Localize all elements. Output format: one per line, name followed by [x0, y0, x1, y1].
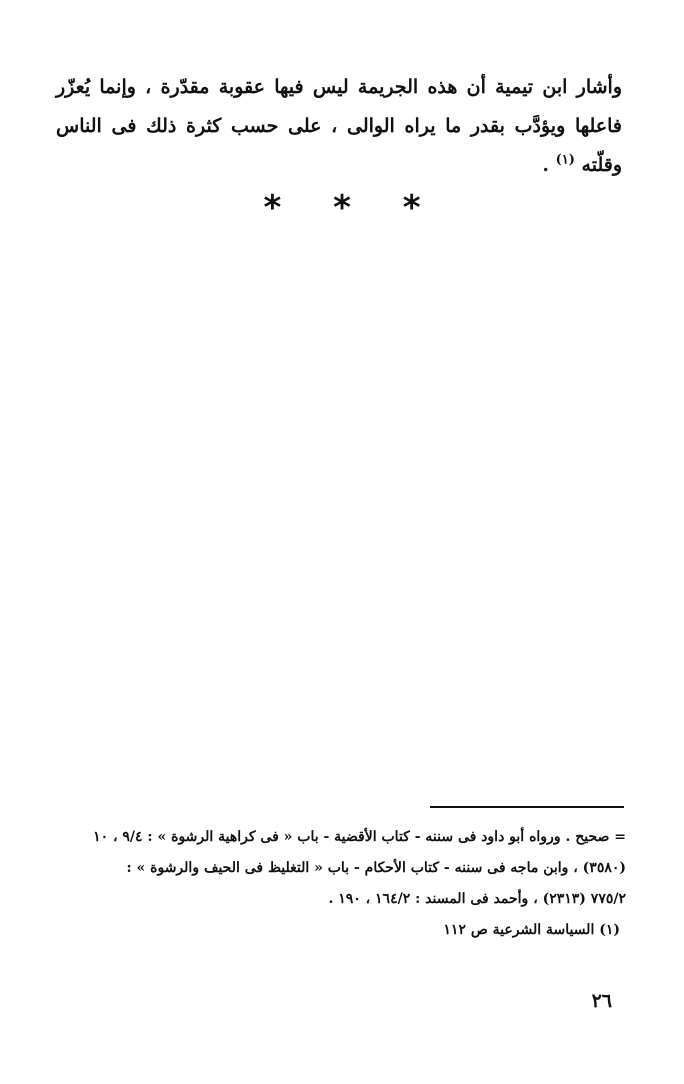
- separator-star: *: [402, 188, 421, 228]
- footnote-continued-line: = صحيح . ورواه أبو داود فى سننه - كتاب الأقضية - باب « فى كراهية الرشوة » : ٩/٤ ، ١٠: [93, 829, 626, 845]
- footnote-divider: [430, 806, 624, 808]
- main-paragraph: [56, 68, 622, 185]
- footnote-continued-line: (٣٥٨٠) ، وابن ماجه فى سننه - كتاب الأحكام - باب « التغليظ فى الحيف والرشوة » :: [126, 860, 626, 876]
- paragraph-text: وأشار ابن تيمية أن هذه الجريمة ليس فيها عقوبة مقدّرة ، وإنما يُعزّر فاعلها ويؤدَّب بقدر ما يراه الوالى ، على حسب كثرة ذلك فى الناس وقلّته: [56, 76, 622, 176]
- page-number: ٢٦: [591, 990, 612, 1012]
- footnote-1: (١) السياسة الشرعية ص ١١٢: [443, 922, 620, 938]
- footnotes-block: [50, 822, 626, 946]
- footnote-reference: (١): [555, 152, 575, 168]
- footnote-continued-line: ٧٧٥/٢ (٢٣١٣) ، وأحمد فى المسند : ١٦٤/٢ ، ١٩٠ .: [328, 891, 626, 907]
- separator-star: *: [263, 188, 282, 228]
- section-separator: [0, 188, 684, 228]
- paragraph-end: .: [542, 154, 556, 176]
- separator-star: *: [333, 188, 351, 228]
